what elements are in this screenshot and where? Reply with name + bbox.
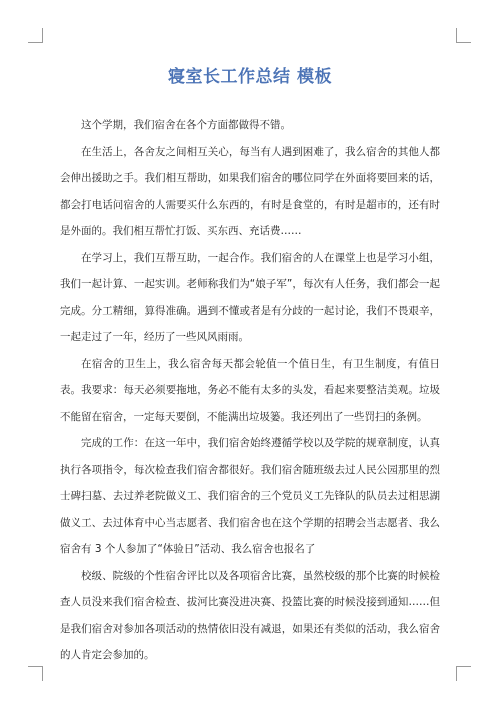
crop-mark-bottom-left <box>28 666 43 681</box>
paragraph-study: 在学习上，我们互帮互助，一起合作。我们宿舍的人在课堂上也是学习小组，我们一起计算、一起实训。老师称我们为“娘子军”，每次有人任务，我们都会一起完成。分工精细，算得准确。遇到不懂或者是有分歧的一起讨论，我们不畏艰辛，一起走过了一年，经历了一些风风雨雨。 <box>60 251 440 343</box>
document-body <box>60 112 440 669</box>
crop-mark-bottom-right <box>456 666 471 681</box>
crop-mark-top-left <box>28 28 43 43</box>
crop-mark-top-right <box>456 28 471 43</box>
document-title: 寝室长工作总结 模板 <box>168 67 332 87</box>
paragraph-competitions: 校级、院级的个性宿舍评比以及各项宿舍比赛，虽然校级的那个比赛的时候检查人员没来我们宿舍检查、拔河比赛没进决赛、投篮比赛的时候没接到通知……但是我们宿舍对参加各项活动的热情依旧没有减退，如果还有类似的活动，我么宿舍的人肯定会参加的。 <box>60 569 440 661</box>
paragraph-life: 在生活上，各舍友之间相互关心，每当有人遇到困难了，我么宿舍的其他人都会伸出援助之手。我们相互帮助，如果我们宿舍的哪位同学在外面将要回来的话，都会打电话问宿舍的人需要买什么东西的，有时是食堂的，有时是超市的，还有时是外面的。我们相互帮忙打饭、买东西、充话费…… <box>60 145 440 237</box>
paragraph-intro: 这个学期，我们宿舍在各个方面都做得不错。 <box>81 119 291 131</box>
paragraph-work-done: 完成的工作：在这一年中，我们宿舍始终遵循学校以及学院的规章制度，认真执行各项指令，每次检查我们宿舍都很好。我们宿舍随班级去过人民公园那里的烈士碑扫墓、去过养老院做义工、我们宿舍的三个党员义工先锋队的队员去过相思湖做义工、去过体育中心当志愿者、我们宿舍也在这个学期的招聘会当志愿者、我么宿舍有 3 个人参加了“体验日”活动、我么宿舍也报名了 <box>60 437 440 555</box>
paragraph-hygiene: 在宿舍的卫生上，我么宿舍每天都会轮值一个值日生，有卫生制度，有值日表。我要求：每天必须要拖地，务必不能有太多的头发，看起来要整洁美观。垃圾不能留在宿舍，一定每天要倒，不能满出垃圾篓。我还列出了一些罚扫的条例。 <box>60 357 440 423</box>
